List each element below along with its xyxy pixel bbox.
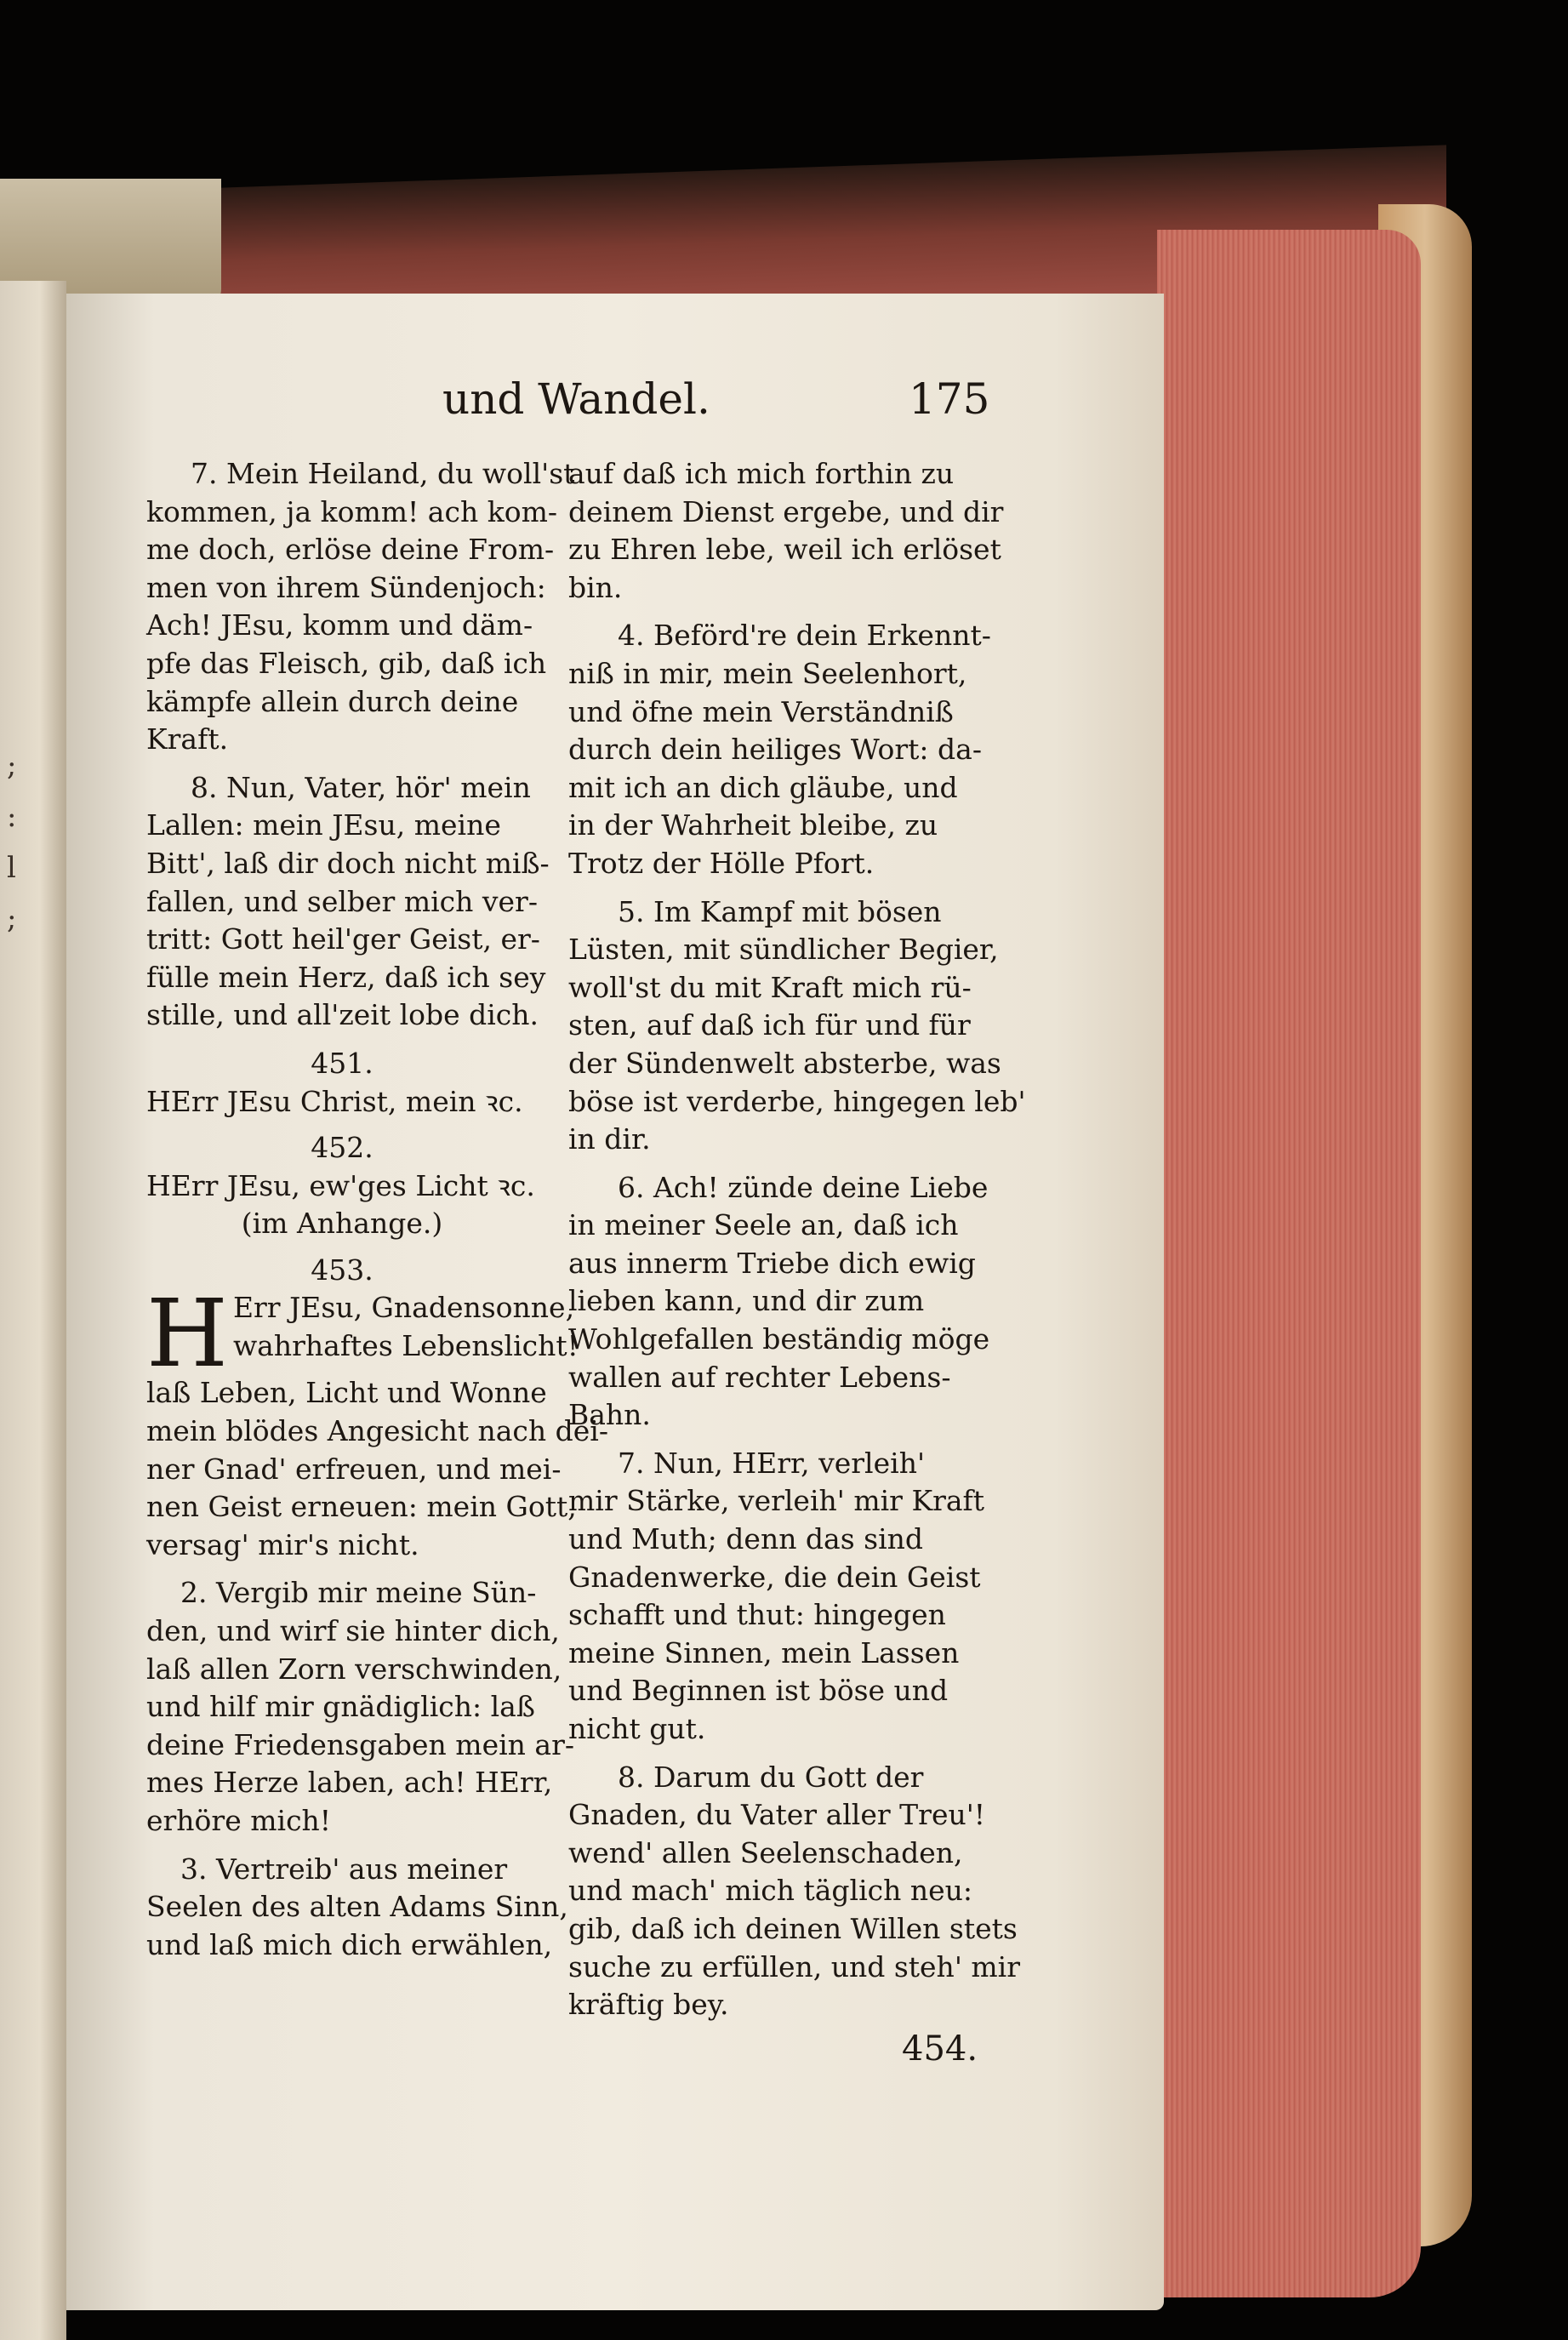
running-header: und Wandel. [442, 374, 710, 424]
drop-capital: H [146, 1279, 228, 1389]
right-column [568, 455, 1026, 2024]
page-number: 175 [909, 374, 990, 424]
hymn-452-number: 452. [311, 1131, 373, 1165]
hymn-453-number: 453. [311, 1253, 373, 1287]
verse-3-continued: auf daß ich mich forthin zu deinem Dienst ergebe, und dir zu Ehren lebe, weil ich erlöset bin. [568, 457, 1004, 604]
red-fore-edge [1157, 230, 1421, 2297]
hymn-453-verse-1: H Err JEsu, Gnadensonne, wahrhaftes Lebenslicht! laß Leben, Licht und Wonne mein blödes Angesicht nach dei- ner Gnad' erfreuen, und mei- nen Geist erneuen: mein Gott, versag' mir's nicht. [146, 1279, 608, 1561]
left-page-sliver [0, 281, 66, 2340]
hymn-453-verse-3: 3. Vertreib' aus meiner Seelen des alten Adams Sinn, und laß mich dich erwählen, [146, 1852, 568, 1961]
hymn-451-text: HErr JEsu Christ, mein ꝛc. [146, 1084, 523, 1118]
left-page-fragments: ; : l ; [7, 749, 17, 936]
next-hymn-number: 454. [902, 2029, 978, 2069]
verse-6: 6. Ach! zünde deine Liebe in meiner Seele an, daß ich aus innerm Triebe dich ewig lieben kann, und dir zum Wohlgefallen beständig möge wallen auf rechter Lebens- Bahn. [568, 1170, 990, 1432]
hymn-452-note: (im Anhange.) [241, 1207, 443, 1241]
verse-7: 7. Nun, HErr, verleih' mir Stärke, verleih' mir Kraft und Muth; denn das sind Gnadenwerke, die dein Geist schafft und thut: hingegen meine Sinnen, mein Lassen und Beginnen ist böse und nicht gut. [568, 1446, 985, 1745]
verse-7-left: 7. Mein Heiland, du woll'st kommen, ja komm! ach kom- me doch, erlöse deine From- men von ihrem Sündenjoch: Ach! JEsu, komm und däm- pfe das Fleisch, gib, daß ich kämpfe allein durch deine Kraft. [146, 457, 575, 756]
verse-4: 4. Beförd're dein Erkennt- niß in mir, mein Seelenhort, und öfne mein Verständniß durch dein heiliges Wort: da- mit ich an dich gläube, und in der Wahrheit bleibe, zu Trotz der Hölle Pfort. [568, 619, 991, 880]
verse-8: 8. Darum du Gott der Gnaden, du Vater aller Treu'! wend' allen Seelenschaden, und mach' mich täglich neu: gib, daß ich deinen Willen stets suche zu erfüllen, und steh' mir kräftig bey. [568, 1760, 1020, 2022]
left-column [146, 455, 608, 1964]
verse-8-left: 8. Nun, Vater, hör' mein Lallen: mein JEsu, meine Bitt', laß dir doch nicht miß- fallen, und selber mich ver- tritt: Gott heil'ger Geist, er- fülle mein Herz, daß ich sey stille, und all'zeit lobe dich. [146, 770, 550, 1032]
hymn-453-verse-2: 2. Vergib mir meine Sün- den, und wirf sie hinter dich, laß allen Zorn verschwinden, und hilf mir gnädiglich: laß deine Friedensgaben mein ar- mes Herze laben, ach! HErr, erhöre mich! [146, 1576, 574, 1837]
hymn-451-number: 451. [311, 1046, 373, 1080]
hymn-452-text: HErr JEsu, ew'ges Licht ꝛc. [146, 1168, 535, 1202]
verse-5: 5. Im Kampf mit bösen Lüsten, mit sündlicher Begier, woll'st du mit Kraft mich rü- sten, auf daß ich für und für der Sündenwelt absterbe, was böse ist verderbe, hingegen leb' in dir. [568, 894, 1026, 1156]
